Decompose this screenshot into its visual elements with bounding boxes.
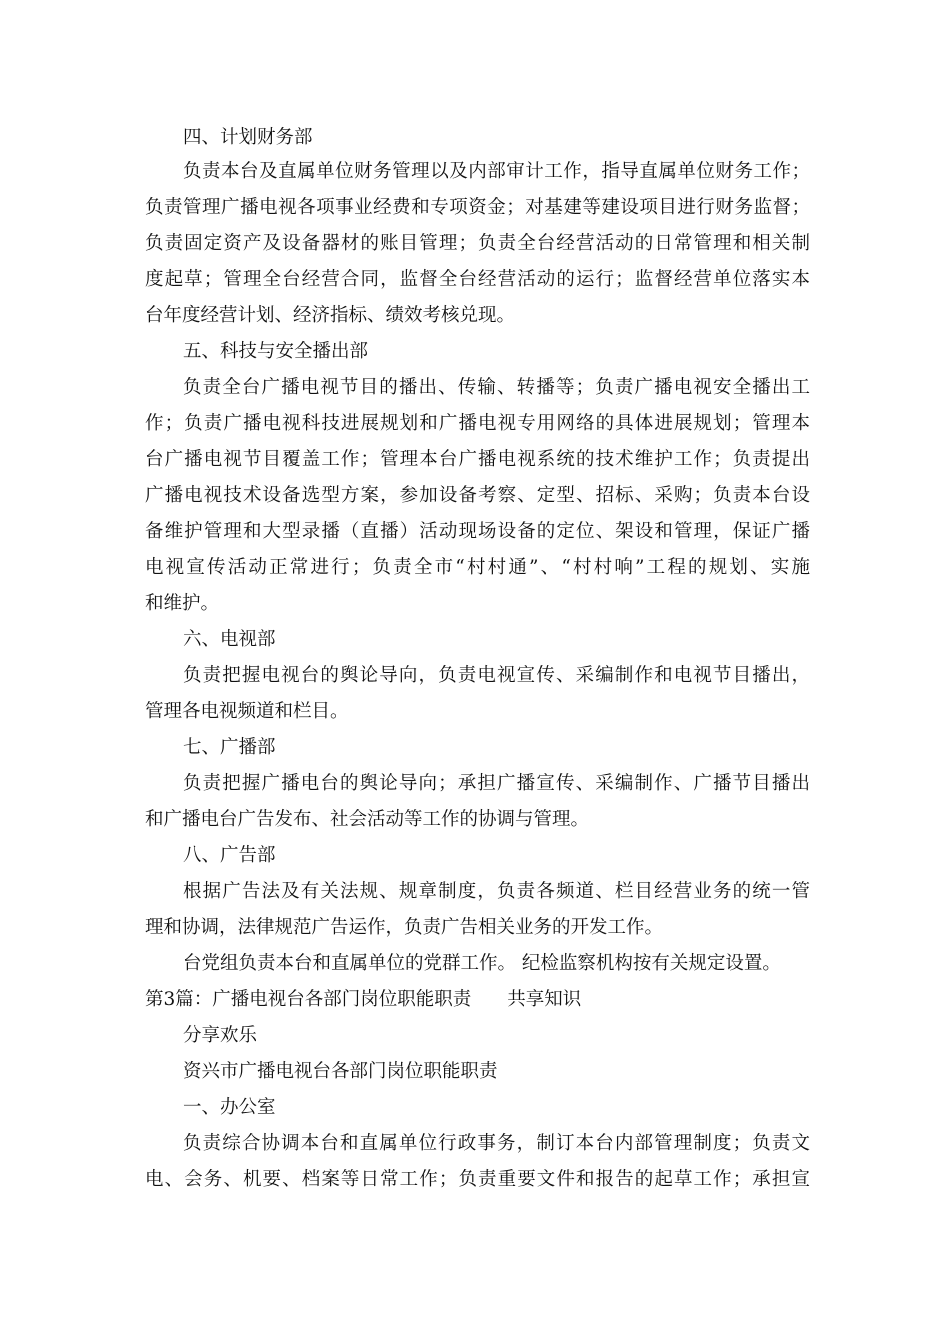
paragraph-line: 度起草；管理全台经营合同，监督全台经营活动的运行；监督经营单位落实本 bbox=[145, 269, 810, 290]
section-heading-radio: 七、广播部 bbox=[183, 737, 276, 758]
paragraph-line: 电、会务、机要、档案等日常工作；负责重要文件和报告的起草工作；承担宣 bbox=[145, 1169, 810, 1190]
paragraph-line: 负责综合协调本台和直属单位行政事务，制订本台内部管理制度；负责文 bbox=[183, 1133, 810, 1154]
paragraph-line: 负责把握电视台的舆论导向，负责电视宣传、采编制作和电视节目播出， bbox=[183, 665, 810, 686]
section-heading-finance: 四、计划财务部 bbox=[183, 127, 313, 148]
paragraph-line: 负责本台及直属单位财务管理以及内部审计工作，指导直属单位财务工作； bbox=[183, 161, 810, 182]
tagline-line: 分享欢乐 bbox=[183, 1025, 258, 1046]
paragraph-line: 和维护。 bbox=[145, 593, 220, 614]
paragraph-line: 电视宣传活动正常进行；负责全市“村村通”、“村村响”工程的规划、实施 bbox=[145, 557, 810, 578]
paragraph-line: 负责把握广播电台的舆论导向；承担广播宣传、采编制作、广播节目播出 bbox=[183, 773, 810, 794]
paragraph-line: 台年度经营计划、经济指标、绩效考核兑现。 bbox=[145, 305, 516, 326]
paragraph-line: 备维护管理和大型录播（直播）活动现场设备的定位、架设和管理，保证广播 bbox=[145, 521, 810, 542]
paragraph-line: 负责固定资产及设备器材的账目管理；负责全台经营活动的日常管理和相关制 bbox=[145, 233, 810, 254]
section-heading-technology: 五、科技与安全播出部 bbox=[183, 341, 369, 362]
paragraph-line: 台广播电视节目覆盖工作；管理本台广播电视系统的技术维护工作；负责提出 bbox=[145, 449, 810, 470]
section-heading-office: 一、办公室 bbox=[183, 1097, 276, 1118]
paragraph-line: 台党组负责本台和直属单位的党群工作。 纪检监察机构按有关规定设置。 bbox=[183, 953, 781, 974]
paragraph-line: 理和协调，法律规范广告运作，负责广告相关业务的开发工作。 bbox=[145, 917, 664, 938]
paragraph-line: 根据广告法及有关法规、规章制度，负责各频道、栏目经营业务的统一管 bbox=[183, 881, 810, 902]
paragraph-line: 广播电视技术设备选型方案，参加设备考察、定型、招标、采购；负责本台设 bbox=[145, 485, 810, 506]
section-heading-advertising: 八、广告部 bbox=[183, 845, 276, 866]
paragraph-line: 管理各电视频道和栏目。 bbox=[145, 701, 349, 722]
section-heading-tv: 六、电视部 bbox=[183, 629, 276, 650]
document-title: 资兴市广播电视台各部门岗位职能职责 bbox=[183, 1061, 498, 1082]
paragraph-line: 负责全台广播电视节目的播出、传输、转播等；负责广播电视安全播出工 bbox=[183, 377, 810, 398]
paragraph-line: 负责管理广播电视各项事业经费和专项资金；对基建等建设项目进行财务监督； bbox=[145, 197, 810, 218]
chapter-tagline: 共享知识 bbox=[507, 989, 582, 1010]
paragraph-line: 和广播电台广告发布、社会活动等工作的协调与管理。 bbox=[145, 809, 590, 830]
paragraph-line: 作；负责广播电视科技进展规划和广播电视专用网络的具体进展规划；管理本 bbox=[145, 413, 810, 434]
chapter-title bbox=[145, 988, 810, 1012]
chapter-title-text: 第3篇：广播电视台各部门岗位职能职责 bbox=[145, 989, 472, 1010]
